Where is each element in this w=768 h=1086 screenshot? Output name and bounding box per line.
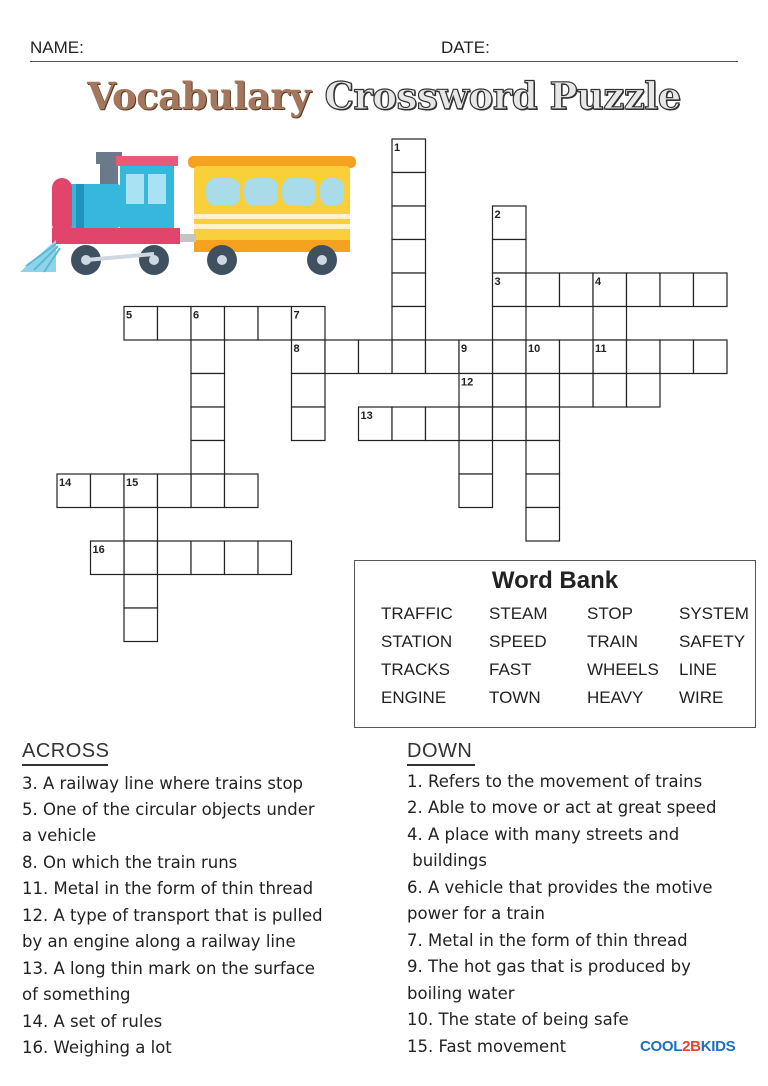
logo-part1: COOL	[640, 1038, 683, 1055]
crossword-cell[interactable]	[158, 307, 192, 341]
crossword-cell[interactable]	[526, 374, 560, 408]
crossword-cell[interactable]	[124, 541, 158, 575]
across-clue-line: 3. A railway line where trains stop	[22, 774, 304, 793]
clue-number: 5	[126, 309, 133, 322]
word-bank-word: ENGINE	[381, 688, 447, 707]
across-underline	[22, 764, 108, 766]
clue-number: 14	[59, 477, 72, 489]
crossword-cell[interactable]	[124, 508, 158, 542]
crossword-cell[interactable]	[526, 407, 560, 441]
crossword-cell[interactable]	[292, 374, 326, 408]
crossword-cell[interactable]	[258, 541, 292, 575]
crossword-cell[interactable]	[191, 340, 225, 374]
across-clue-line: 5. One of the circular objects under	[22, 800, 315, 819]
crossword-cell[interactable]	[292, 407, 326, 441]
crossword-cell[interactable]	[593, 307, 627, 341]
clue-number: 9	[461, 343, 468, 355]
down-clue-line: 4. A place with many streets and	[407, 825, 680, 844]
crossword-cell[interactable]	[426, 407, 460, 441]
crossword-cell[interactable]	[459, 441, 493, 475]
down-clue-line: 2. Able to move or act at great speed	[407, 798, 717, 817]
word-bank-word: TRACKS	[381, 660, 450, 679]
crossword-cell[interactable]	[459, 474, 493, 508]
across-clue-line: 12. A type of transport that is pulled	[22, 906, 323, 925]
down-clue-line: buildings	[407, 851, 487, 870]
word-bank-word: STATION	[381, 632, 453, 651]
crossword-cell[interactable]	[493, 307, 527, 341]
crossword-cell[interactable]	[560, 273, 594, 307]
crossword-cell[interactable]	[560, 374, 594, 408]
across-clue-line: 13. A long thin mark on the surface	[22, 959, 315, 978]
clue-number: 13	[360, 410, 373, 422]
across-clue-line: by an engine along a railway line	[22, 932, 296, 951]
word-bank-word: STEAM	[489, 604, 548, 623]
crossword-cell[interactable]	[225, 541, 259, 575]
down-clue-line: power for a train	[407, 904, 545, 923]
clue-number: 2	[494, 209, 501, 221]
clue-number: 1	[394, 142, 401, 154]
crossword-cell[interactable]	[660, 273, 694, 307]
word-bank-title: Word Bank	[491, 567, 619, 594]
crossword-cell[interactable]	[392, 206, 426, 240]
word-bank-word: LINE	[679, 660, 717, 679]
down-clue-line: 9. The hot gas that is produced by	[407, 957, 691, 976]
crossword-cell[interactable]	[459, 407, 493, 441]
crossword-cell[interactable]	[526, 474, 560, 508]
clue-number: 16	[92, 544, 105, 556]
crossword-cell[interactable]	[627, 340, 661, 374]
crossword-cell[interactable]	[493, 340, 527, 374]
crossword-cell[interactable]	[526, 441, 560, 475]
clue-number: 15	[126, 477, 139, 489]
crossword-cell[interactable]	[392, 340, 426, 374]
crossword-cell[interactable]	[191, 474, 225, 508]
clue-number: 4	[595, 276, 602, 288]
word-bank	[354, 560, 756, 728]
clue-number: 7	[293, 309, 300, 322]
crossword-cell[interactable]	[560, 340, 594, 374]
crossword-cell[interactable]	[258, 307, 292, 341]
word-bank-word: WIRE	[679, 688, 724, 707]
crossword-cell[interactable]	[627, 273, 661, 307]
crossword-cell[interactable]	[694, 273, 728, 307]
down-clue-line: 1. Refers to the movement of trains	[407, 772, 703, 791]
crossword-cell[interactable]	[493, 240, 527, 274]
down-clue-line: boiling water	[407, 984, 515, 1003]
word-bank-word: SPEED	[489, 632, 547, 651]
word-bank-word: FAST	[489, 660, 532, 679]
crossword-cell[interactable]	[593, 374, 627, 408]
crossword-cell[interactable]	[124, 575, 158, 609]
crossword-cell[interactable]	[392, 273, 426, 307]
title-vocabulary: Vocabulary	[87, 74, 311, 118]
crossword-cell[interactable]	[392, 307, 426, 341]
crossword-cell[interactable]	[493, 407, 527, 441]
down-clue-line: 7. Metal in the form of thin thread	[407, 931, 688, 950]
word-bank-word: TRAIN	[587, 632, 638, 651]
name-label: NAME:	[30, 38, 84, 57]
crossword-cell[interactable]	[191, 374, 225, 408]
down-underline	[407, 764, 475, 766]
crossword-cell[interactable]	[158, 474, 192, 508]
clue-number: 6	[193, 309, 200, 322]
down-clue-line: 6. A vehicle that provides the motive	[407, 878, 713, 897]
crossword-cell[interactable]	[225, 307, 259, 341]
crossword-cell[interactable]	[392, 173, 426, 207]
cool2bkids-logo	[640, 1038, 735, 1055]
crossword-cell[interactable]	[225, 474, 259, 508]
crossword-cell[interactable]	[191, 441, 225, 475]
word-bank-word: WHEELS	[587, 660, 659, 679]
crossword-cell[interactable]	[359, 340, 393, 374]
crossword-cell[interactable]	[392, 240, 426, 274]
across-clue-line: 16. Weighing a lot	[22, 1038, 172, 1057]
date-label: DATE:	[441, 38, 490, 57]
crossword-cell[interactable]	[392, 407, 426, 441]
word-bank-word: SAFETY	[679, 632, 746, 651]
crossword-cell[interactable]	[124, 608, 158, 642]
crossword-cell[interactable]	[526, 273, 560, 307]
down-heading: DOWN	[407, 740, 473, 762]
down-clue-line: 10. The state of being safe	[407, 1010, 629, 1029]
clue-number: 3	[494, 276, 501, 288]
down-clue-line: 15. Fast movement	[407, 1037, 567, 1056]
crossword-cell[interactable]	[191, 541, 225, 575]
word-bank-word: TRAFFIC	[381, 604, 453, 623]
crossword-cell[interactable]	[694, 340, 728, 374]
crossword-cell[interactable]	[526, 508, 560, 542]
clue-number: 11	[595, 343, 607, 355]
title-crossword-puzzle: Crossword Puzzle	[324, 74, 681, 118]
across-heading: ACROSS	[22, 740, 110, 762]
across-clue-line: of something	[22, 985, 131, 1004]
crossword-cell[interactable]	[325, 340, 359, 374]
logo-part3: KIDS	[700, 1038, 736, 1055]
crossword-cell[interactable]	[627, 374, 661, 408]
clue-number: 12	[461, 376, 474, 389]
across-clue-line: 11. Metal in the form of thin thread	[22, 879, 314, 898]
crossword-cell[interactable]	[493, 374, 527, 408]
word-bank-word: STOP	[587, 604, 633, 623]
word-bank-word: TOWN	[489, 688, 541, 707]
clue-number: 10	[528, 343, 541, 355]
crossword-cell[interactable]	[158, 541, 192, 575]
crossword-cell[interactable]	[91, 474, 125, 508]
crossword-cell[interactable]	[191, 407, 225, 441]
across-clue-line: a vehicle	[22, 826, 97, 845]
across-clue-line: 14. A set of rules	[22, 1012, 163, 1031]
across-clue-line: 8. On which the train runs	[22, 853, 238, 872]
crossword-cell[interactable]	[426, 340, 460, 374]
word-bank-word: HEAVY	[587, 688, 644, 707]
word-bank-word: SYSTEM	[679, 604, 749, 623]
crossword-cell[interactable]	[660, 340, 694, 374]
clue-number: 8	[293, 343, 300, 355]
logo-part2: 2B	[682, 1038, 701, 1055]
